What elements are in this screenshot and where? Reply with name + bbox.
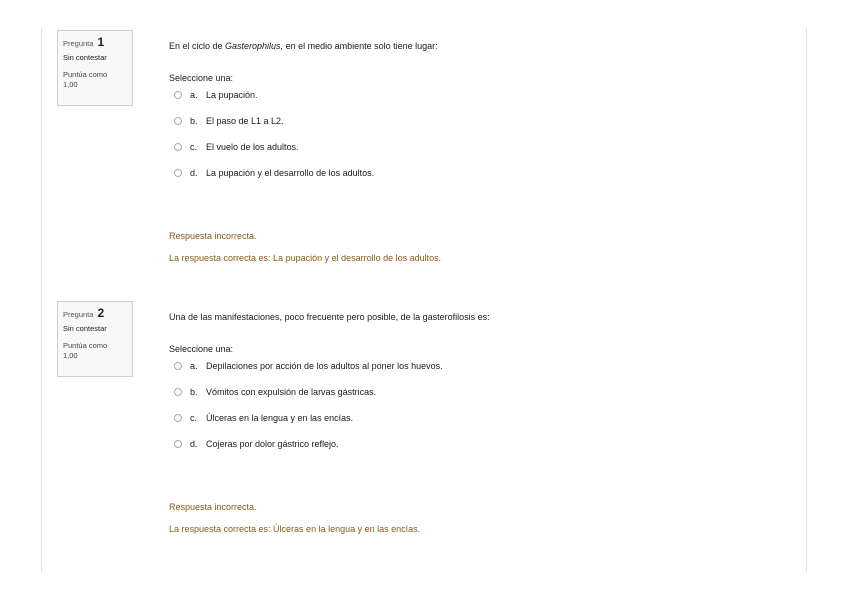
answer-option-c[interactable] [169, 405, 789, 431]
radio-button[interactable] [174, 388, 182, 396]
question-state: Sin contestar [63, 324, 107, 333]
answer-option-a[interactable] [169, 357, 789, 375]
answer-prompt: Seleccione una: [169, 344, 234, 354]
option-text: La pupación y el desarrollo de los adultos. [206, 168, 375, 178]
question-info-box [57, 301, 133, 377]
page-border-right [806, 28, 807, 572]
radio-button[interactable] [174, 362, 182, 370]
option-letter: b. [190, 116, 198, 126]
answer-option-d[interactable] [169, 431, 789, 457]
radio-button[interactable] [174, 440, 182, 448]
question-text: Una de las manifestaciones, poco frecuente pero posible, de la gasterofilosis es: [169, 312, 490, 322]
radio-button[interactable] [174, 117, 182, 125]
page-border-left [41, 28, 42, 572]
question-number-line [63, 36, 127, 50]
question-text-after: en el medio ambiente solo tiene lugar: [283, 41, 438, 51]
question-label: Pregunta [63, 310, 94, 319]
option-letter: c. [190, 413, 198, 423]
question-content [169, 40, 789, 263]
question-grade: Puntúa como 1,00 [63, 70, 108, 89]
question-number: 1 [97, 35, 105, 49]
answer-option-a[interactable] [169, 86, 789, 104]
question-content [169, 311, 789, 534]
question-text-italic: Gasterophilus, [225, 41, 284, 51]
radio-button[interactable] [174, 91, 182, 99]
option-text: Cojeras por dolor gástrico reflejo. [206, 439, 339, 449]
option-text: Vómitos con expulsión de larvas gástricas. [206, 387, 377, 397]
answer-options [169, 86, 789, 186]
option-letter: b. [190, 387, 198, 397]
feedback-right-answer: La respuesta correcta es: Úlceras en la lengua y en las encías. [169, 524, 421, 534]
question-state: Sin contestar [63, 53, 107, 62]
option-letter: d. [190, 168, 198, 178]
feedback-incorrect: Respuesta incorrecta. [169, 502, 257, 512]
question-label: Pregunta [63, 39, 94, 48]
radio-button[interactable] [174, 169, 182, 177]
option-letter: a. [190, 90, 198, 100]
question-text [169, 40, 789, 52]
question-grade: Puntúa como 1,00 [63, 341, 108, 360]
option-text: El paso de L1 a L2. [206, 116, 284, 126]
radio-button[interactable] [174, 143, 182, 151]
option-letter: d. [190, 439, 198, 449]
answer-option-b[interactable] [169, 379, 789, 405]
option-text: Depilaciones por acción de los adultos al poner los huevos. [206, 361, 443, 371]
option-text: El vuelo de los adultos. [206, 142, 299, 152]
radio-button[interactable] [174, 414, 182, 422]
option-text: La pupación. [206, 90, 258, 100]
question-info-box [57, 30, 133, 106]
option-letter: a. [190, 361, 198, 371]
answer-option-c[interactable] [169, 134, 789, 160]
question-number-line [63, 307, 127, 321]
feedback-right-answer: La respuesta correcta es: La pupación y el desarrollo de los adultos. [169, 253, 442, 263]
question-number: 2 [97, 306, 105, 320]
answer-option-b[interactable] [169, 108, 789, 134]
question-text-before: En el ciclo de [169, 41, 226, 51]
answer-options [169, 357, 789, 457]
answer-option-d[interactable] [169, 160, 789, 186]
answer-prompt: Seleccione una: [169, 73, 234, 83]
option-letter: c. [190, 142, 198, 152]
feedback-incorrect: Respuesta incorrecta. [169, 231, 257, 241]
option-text: Úlceras en la lengua y en las encías. [206, 413, 354, 423]
